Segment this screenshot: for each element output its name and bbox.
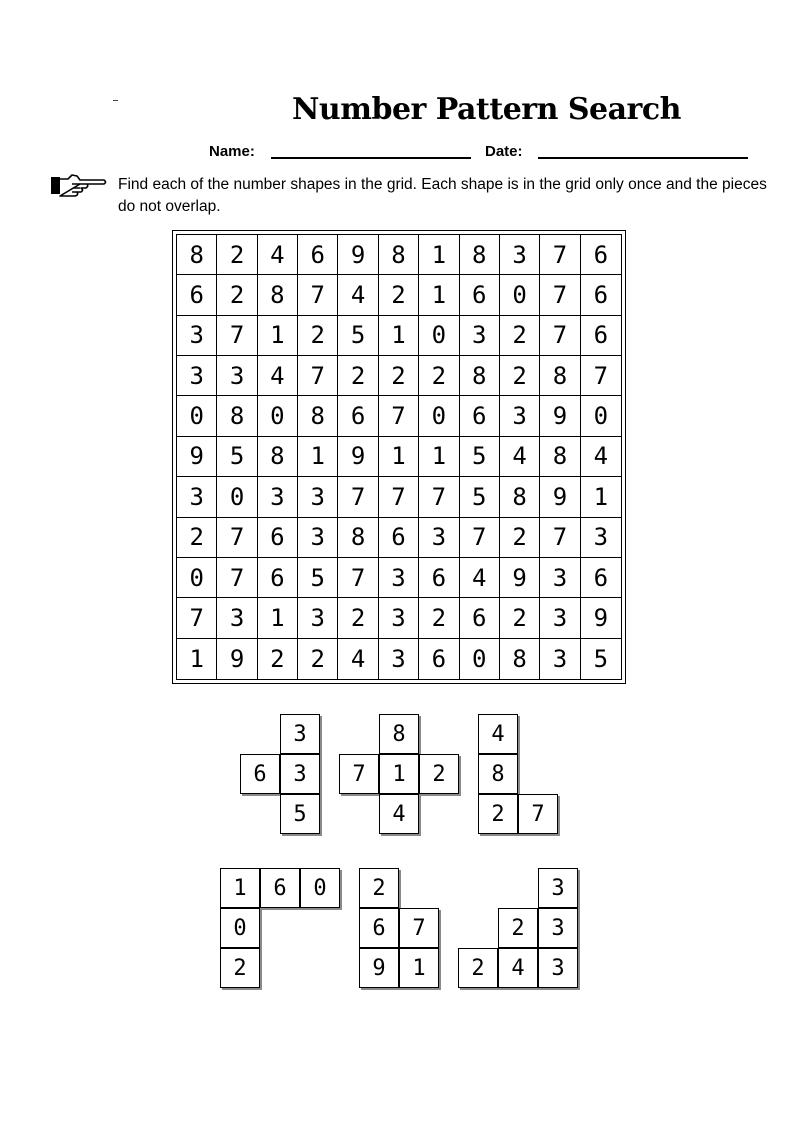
grid-cell[interactable]: 2 <box>298 316 338 356</box>
date-field[interactable] <box>538 157 748 159</box>
grid-cell[interactable]: 6 <box>177 275 217 315</box>
name-field[interactable] <box>271 157 471 159</box>
grid-cell[interactable]: 0 <box>258 396 298 436</box>
shape-cell: 7 <box>518 794 558 834</box>
grid-cell[interactable]: 6 <box>581 275 621 315</box>
grid-cell[interactable]: 7 <box>419 477 459 517</box>
grid-cell[interactable]: 2 <box>298 639 338 679</box>
grid-cell[interactable]: 7 <box>540 235 580 275</box>
grid-cell[interactable]: 0 <box>419 396 459 436</box>
grid-cell[interactable]: 3 <box>379 639 419 679</box>
grid-cell[interactable]: 3 <box>379 558 419 598</box>
grid-cell[interactable]: 4 <box>460 558 500 598</box>
grid-cell[interactable]: 3 <box>217 356 257 396</box>
grid-cell[interactable]: 7 <box>338 558 378 598</box>
shape-cell: 2 <box>458 948 498 988</box>
grid-cell[interactable]: 9 <box>217 639 257 679</box>
grid-cell[interactable]: 6 <box>379 518 419 558</box>
grid-cell[interactable]: 2 <box>338 356 378 396</box>
grid-cell[interactable]: 1 <box>419 235 459 275</box>
grid-cell[interactable]: 6 <box>258 558 298 598</box>
grid-cell[interactable]: 6 <box>258 518 298 558</box>
grid-cell[interactable]: 7 <box>379 396 419 436</box>
shape-cell: 6 <box>260 868 300 908</box>
grid-cell[interactable]: 8 <box>500 639 540 679</box>
shape-cell: 5 <box>280 794 320 834</box>
grid-cell[interactable]: 0 <box>460 639 500 679</box>
grid-cell[interactable]: 3 <box>379 598 419 638</box>
grid-cell[interactable]: 5 <box>593 644 609 673</box>
grid-cell[interactable]: 7 <box>338 477 378 517</box>
grid-cell[interactable]: 8 <box>177 235 217 275</box>
grid-cell[interactable]: 9 <box>500 558 540 598</box>
shape-cell: 4 <box>379 794 419 834</box>
grid-cell[interactable]: 7 <box>217 518 257 558</box>
grid-cell[interactable]: 7 <box>379 477 419 517</box>
grid-cell[interactable]: 8 <box>500 477 540 517</box>
grid-cell[interactable]: 4 <box>258 356 298 396</box>
grid-cell[interactable]: 9 <box>177 437 217 477</box>
shape-cell: 8 <box>379 714 419 754</box>
grid-cell[interactable]: 2 <box>217 275 257 315</box>
grid-cell[interactable]: 9 <box>338 235 378 275</box>
shape-cell: 2 <box>220 948 260 988</box>
grid-cell[interactable]: 6 <box>581 316 621 356</box>
grid-cell[interactable]: 0 <box>217 477 257 517</box>
grid-cell[interactable]: 3 <box>177 356 217 396</box>
grid-cell[interactable]: 9 <box>338 437 378 477</box>
shape-cell: 1 <box>220 868 260 908</box>
grid-cell[interactable]: 1 <box>379 437 419 477</box>
grid-cell[interactable]: 9 <box>540 477 580 517</box>
grid-cell[interactable]: 1 <box>581 477 621 517</box>
grid-cell[interactable]: 6 <box>338 396 378 436</box>
grid-cell[interactable]: 3 <box>540 558 580 598</box>
shape-cell: 7 <box>399 908 439 948</box>
grid-cell[interactable]: 6 <box>581 558 621 598</box>
grid-cell[interactable]: 3 <box>500 235 540 275</box>
grid-cell[interactable]: 6 <box>298 235 338 275</box>
shape-cell: 3 <box>280 754 320 794</box>
grid-cell[interactable]: 2 <box>500 518 540 558</box>
grid-cell[interactable]: 4 <box>338 275 378 315</box>
grid-cell[interactable]: 5 <box>460 437 500 477</box>
grid-cell[interactable]: 9 <box>581 598 621 638</box>
page-title: Number Pattern Search <box>292 92 681 127</box>
grid-cell[interactable]: 3 <box>581 518 621 558</box>
grid-cell[interactable]: 0 <box>500 275 540 315</box>
shape-cell: 6 <box>359 908 399 948</box>
grid-cell[interactable]: 1 <box>419 437 459 477</box>
grid-cell[interactable]: 3 <box>177 316 217 356</box>
grid-cell[interactable]: 7 <box>177 598 217 638</box>
grid-cell[interactable]: 2 <box>177 518 217 558</box>
grid-cell[interactable]: 3 <box>298 598 338 638</box>
grid-cell[interactable]: 8 <box>460 235 500 275</box>
grid-cell[interactable]: 3 <box>500 396 540 436</box>
shape-cell: 4 <box>478 714 518 754</box>
grid-cell[interactable]: 1 <box>258 598 298 638</box>
shape-cell: 3 <box>280 714 320 754</box>
grid-cell[interactable]: 6 <box>460 396 500 436</box>
grid-cell[interactable]: 1 <box>419 275 459 315</box>
grid-cell[interactable]: 2 <box>338 598 378 638</box>
grid-cell[interactable]: 5 <box>460 477 500 517</box>
grid-cell[interactable]: 3 <box>258 477 298 517</box>
grid-cell[interactable]: 1 <box>379 316 419 356</box>
grid-cell[interactable]: 3 <box>298 518 338 558</box>
grid-cell[interactable]: 1 <box>258 316 298 356</box>
grid-cell[interactable]: 7 <box>298 356 338 396</box>
grid-cell[interactable]: 2 <box>379 356 419 396</box>
shape-cell: 7 <box>339 754 379 794</box>
grid-cell[interactable]: 8 <box>258 275 298 315</box>
grid-cell[interactable]: 8 <box>379 235 419 275</box>
grid-cell[interactable]: 9 <box>540 396 580 436</box>
grid-cell[interactable]: 7 <box>540 316 580 356</box>
shape-cell: 6 <box>240 754 280 794</box>
grid-cell[interactable]: 3 <box>540 639 580 679</box>
grid-cell[interactable]: 3 <box>419 518 459 558</box>
grid-cell[interactable]: 1 <box>177 639 217 679</box>
grid-cell[interactable]: 6 <box>419 558 459 598</box>
grid-cell[interactable]: 2 <box>419 356 459 396</box>
name-label: Name: <box>209 143 255 160</box>
grid-cell[interactable]: 7 <box>217 558 257 598</box>
date-label: Date: <box>485 143 523 160</box>
shape-cell: 3 <box>538 948 578 988</box>
shape-cell: 1 <box>399 948 439 988</box>
grid-cell[interactable]: 1 <box>298 437 338 477</box>
grid-cell[interactable]: 4 <box>338 639 378 679</box>
shape-cell: 0 <box>220 908 260 948</box>
shape-cell: 0 <box>300 868 340 908</box>
grid-cell[interactable]: 0 <box>581 396 621 436</box>
page-mark <box>113 100 118 101</box>
grid-cell[interactable]: 6 <box>581 235 621 275</box>
grid-cell[interactable]: 0 <box>419 316 459 356</box>
instructions-text: Find each of the number shapes in the grid. Each shape is in the grid only once and the pieces do not overlap. <box>118 176 767 215</box>
shape-cell: 1 <box>379 754 419 794</box>
grid-cell[interactable]: 3 <box>177 477 217 517</box>
grid-cell[interactable]: 4 <box>581 437 621 477</box>
grid-cell[interactable]: 6 <box>419 639 459 679</box>
grid-cell[interactable]: 8 <box>540 356 580 396</box>
grid-cell[interactable]: 2 <box>419 598 459 638</box>
grid-cell[interactable]: 8 <box>338 518 378 558</box>
grid-cell[interactable]: 0 <box>177 558 217 598</box>
grid-cell[interactable]: 6 <box>460 275 500 315</box>
grid-cell[interactable]: 3 <box>540 598 580 638</box>
grid-cell[interactable]: 7 <box>581 356 621 396</box>
grid-cell[interactable]: 5 <box>298 558 338 598</box>
shape-cell: 3 <box>538 908 578 948</box>
grid-cell[interactable]: 3 <box>298 477 338 517</box>
grid-cell[interactable]: 8 <box>460 356 500 396</box>
shape-cell: 2 <box>478 794 518 834</box>
grid-cell[interactable]: 8 <box>217 396 257 436</box>
grid-cell[interactable]: 2 <box>500 356 540 396</box>
grid-cell[interactable]: 7 <box>217 316 257 356</box>
grid-cell[interactable]: 8 <box>298 396 338 436</box>
number-grid <box>172 230 626 684</box>
grid-cell[interactable]: 5 <box>338 316 378 356</box>
grid-cell[interactable]: 2 <box>500 316 540 356</box>
grid-cell[interactable]: 8 <box>540 437 580 477</box>
grid-cell[interactable]: 2 <box>217 235 257 275</box>
grid-cell[interactable]: 4 <box>258 235 298 275</box>
grid-cell[interactable]: 4 <box>500 437 540 477</box>
shape-cell: 2 <box>359 868 399 908</box>
shape-cell: 2 <box>498 908 538 948</box>
shape-cell: 4 <box>498 948 538 988</box>
shape-cell: 9 <box>359 948 399 988</box>
grid-cell[interactable]: 2 <box>500 598 540 638</box>
shape-cell: 8 <box>478 754 518 794</box>
grid-cell[interactable]: 7 <box>298 275 338 315</box>
grid-cell[interactable]: 7 <box>540 518 580 558</box>
grid-cell[interactable]: 5 <box>217 437 257 477</box>
shape-cell: 3 <box>538 868 578 908</box>
grid-cell[interactable]: 7 <box>540 275 580 315</box>
grid-cell[interactable]: 6 <box>460 598 500 638</box>
shape-cell: 2 <box>419 754 459 794</box>
grid-cell[interactable]: 0 <box>177 396 217 436</box>
grid-cell[interactable]: 2 <box>258 639 298 679</box>
grid-cell[interactable]: 2 <box>379 275 419 315</box>
grid-cell[interactable]: 3 <box>460 316 500 356</box>
grid-cell[interactable]: 7 <box>460 518 500 558</box>
grid-cell[interactable]: 8 <box>258 437 298 477</box>
grid-cell[interactable]: 3 <box>217 598 257 638</box>
pointing-hand-icon <box>50 172 108 198</box>
